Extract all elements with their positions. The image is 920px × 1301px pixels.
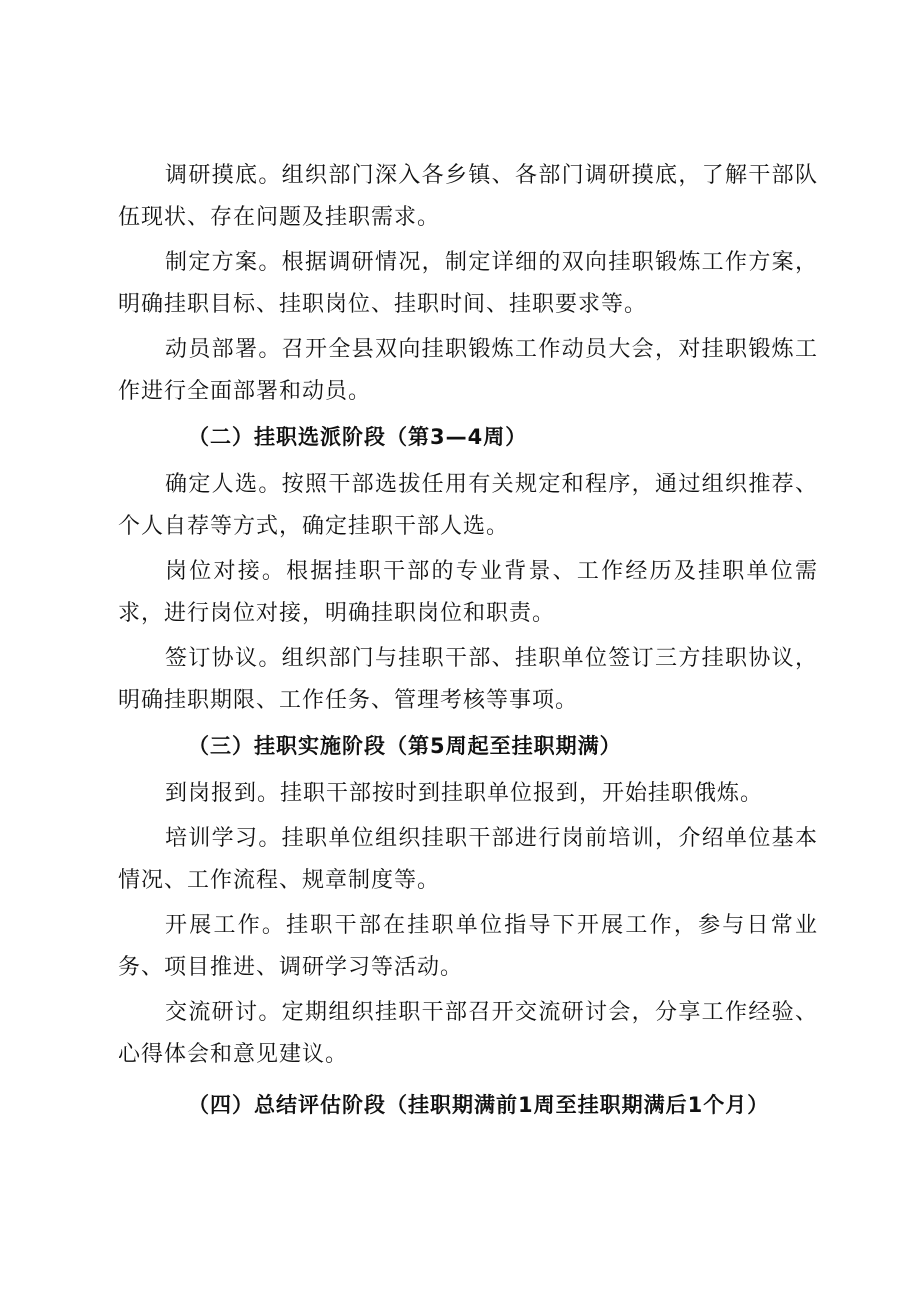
paragraph-exchange: 交流研讨。定期组织挂职干部召开交流研讨会，分享工作经验、心得体会和意见建议。	[118, 1000, 818, 1067]
section-heading-selection: （二）挂职选派阶段（第3—4周）	[188, 425, 528, 449]
document-page	[118, 155, 818, 1132]
paragraph-report-duty: 到岗报到。挂职干部按时到挂职单位报到，开始挂职俄炼。	[165, 781, 764, 806]
paragraph-survey: 调研摸底。组织部门深入各乡镇、各部门调研摸底，了解干部队伍现状、存在问题及挂职需求。	[118, 163, 818, 230]
section-heading-implementation: （三）挂职实施阶段（第5周起至挂职期满）	[188, 734, 622, 758]
paragraph-training: 培训学习。挂职单位组织挂职干部进行岗前培训，介绍单位基本情况、工作流程、规章制度等。	[118, 826, 818, 893]
section-heading-evaluation: （四）总结评估阶段（挂职期满前1周至挂职期满后1个月）	[188, 1093, 770, 1117]
paragraph-mobilize: 动员部署。召开全县双向挂职锻炼工作动员大会，对挂职锻炼工作进行全面部署和动员。	[118, 337, 818, 404]
paragraph-plan: 制定方案。根据调研情况，制定详细的双向挂职锻炼工作方案，明确挂职目标、挂职岗位、挂职时间、挂职要求等。	[118, 250, 818, 317]
paragraph-work: 开展工作。挂职干部在挂职单位指导下开展工作，参与日常业务、项目推进、调研学习等活动。	[118, 913, 818, 980]
paragraph-candidates: 确定人选。按照干部选拔任用有关规定和程序，通过组织推荐、个人自荐等方式，确定挂职干部人选。	[118, 472, 818, 539]
paragraph-post-matching: 岗位对接。根据挂职干部的专业背景、工作经历及挂职单位需求，进行岗位对接，明确挂职岗位和职责。	[118, 559, 818, 626]
paragraph-agreement: 签订协议。组织部门与挂职干部、挂职单位签订三方挂职协议，明确挂职期限、工作任务、管理考核等事项。	[118, 646, 818, 713]
